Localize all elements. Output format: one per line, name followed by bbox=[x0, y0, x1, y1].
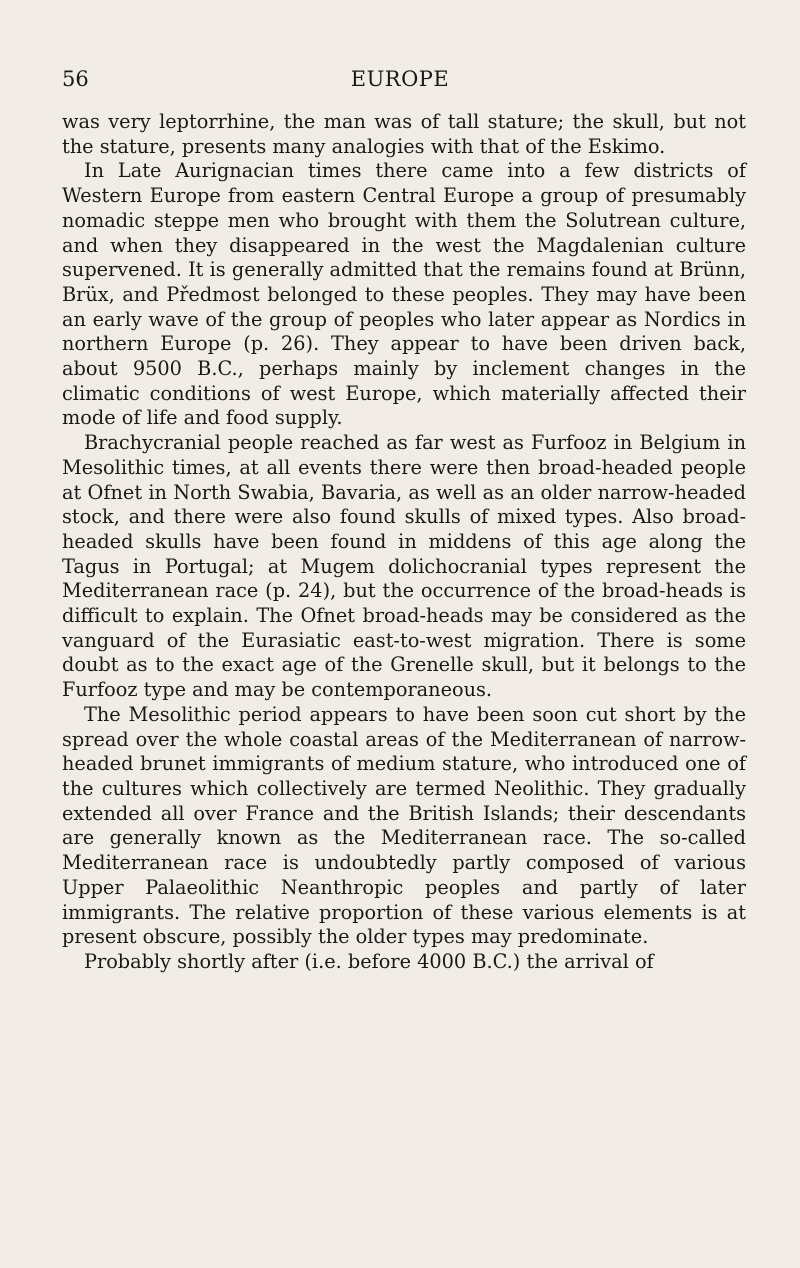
paragraph-4: The Mesolithic period appears to have been soon cut short by the spread over the whole coastal areas of the Mediterranean of narrow-headed brunet immigrants of medium stature, who introduced one of the cultures which collectively are termed Neolithic. They gradually extended all over France and the British Islands; their descendants are generally known as the Mediterranean race. The so-called Mediterranean race is undoubtedly partly composed of various Upper Palaeolithic Neanthropic peoples and partly of later immigrants. The relative proportion of these various elements is at present obscure, possibly the older types may predominate. bbox=[62, 702, 746, 949]
paragraph-1: was very leptorrhine, the man was of tall stature; the skull, but not the stature, presents many analogies with that of the Eskimo. bbox=[62, 110, 746, 158]
paragraph-5: Probably shortly after (i.e. before 4000 B.C.) the arrival of bbox=[84, 949, 654, 973]
body-text bbox=[62, 110, 746, 975]
running-title: EUROPE bbox=[350, 67, 450, 91]
paragraph-3: Brachycranial people reached as far west as Furfooz in Belgium in Mesolithic times, at all events there were then broad-headed people at Ofnet in North Swabia, Bavaria, as well as an older narrow-headed stock, and there were also found skulls of mixed types. Also broad-headed skulls have been found in middens of this age along the Tagus in Portugal; at Mugem dolichocranial types represent the Mediterranean race (p. 24), but the occurrence of the broad-heads is difficult to explain. The Ofnet broad-heads may be considered as the vanguard of the Eurasiatic east-to-west migration. There is some doubt as to the exact age of the Grenelle skull, but it belongs to the Furfooz type and may be contemporaneous. bbox=[62, 431, 746, 702]
page-number: 56 bbox=[62, 67, 89, 91]
page-header bbox=[62, 64, 738, 94]
paragraph-2: In Late Aurignacian times there came into a few districts of Western Europe from eastern Central Europe a group of presumably nomadic steppe men who brought with them the Solutrean culture, and when they disappeared in the west the Magdalenian culture supervened. It is generally admitted that the remains found at Brünn, Brüx, and Předmost belonged to these peoples. They may have been an early wave of the group of peoples who later appear as Nordics in northern Europe (p. 26). They appear to have been driven back, about 9500 B.C., perhaps mainly by inclement changes in the climatic conditions of west Europe, which materially affected their mode of life and food supply. bbox=[62, 159, 746, 430]
